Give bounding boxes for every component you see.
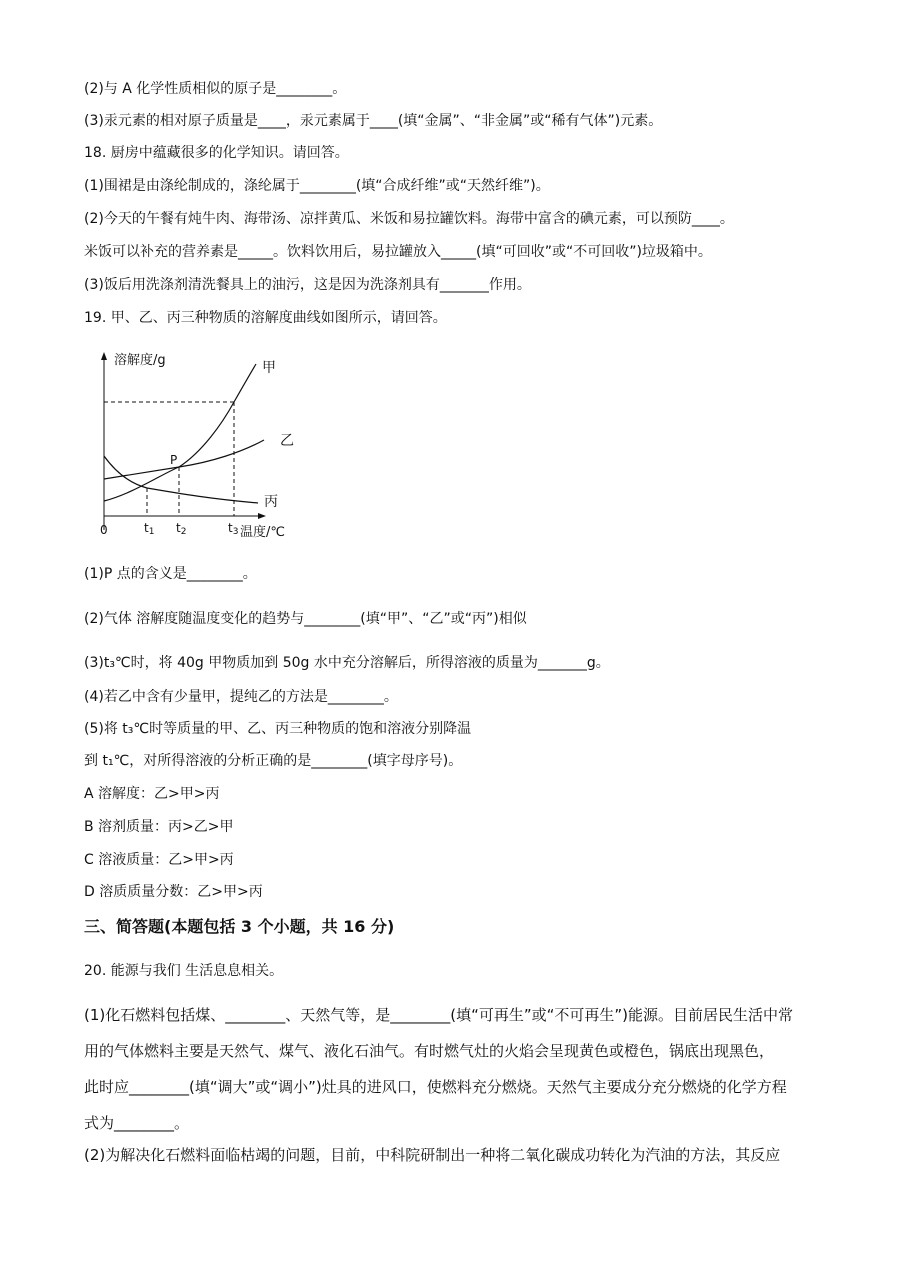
curve-bing bbox=[104, 456, 258, 503]
text-line: (1)围裙是由涤纶制成的，涤纶属于________(填“合成纤维”或“天然纤维”)。 bbox=[84, 178, 550, 194]
text-line: (3)饭后用洗涤剂清洗餐具上的油污，这是因为洗涤剂具有_______作用。 bbox=[84, 277, 531, 293]
curve-label-bing: 丙 bbox=[264, 494, 278, 510]
text-line: (2)为解决化石燃料面临枯竭的问题，目前，中科院研制出一种将二氧化碳成功转化为汽油的方法，其反应 bbox=[84, 1146, 781, 1164]
curve-label-yi: 乙 bbox=[280, 433, 294, 449]
curve-label-jia: 甲 bbox=[262, 360, 276, 376]
text-line: (3)t₃℃时，将 40g 甲物质加到 50g 水中充分溶解后，所得溶液的质量为_______g。 bbox=[84, 655, 610, 671]
curve-yi bbox=[104, 440, 264, 479]
text-line: 米饭可以补充的营养素是_____。饮料饮用后，易拉罐放入_____(填“可回收”或“不可回收”)垃圾箱中。 bbox=[84, 244, 712, 260]
origin-label: 0 bbox=[100, 523, 108, 537]
text-line: 用的气体燃料主要是天然气、煤气、液化石油气。有时燃气灶的火焰会呈现黄色或橙色，锅底出现黑色， bbox=[84, 1042, 775, 1060]
text-line: D 溶质质量分数：乙>甲>丙 bbox=[84, 884, 263, 900]
text-line: (1)化石燃料包括煤、________、天然气等，是________(填“可再生”或“不可再生”)能源。目前居民生活中常 bbox=[84, 1006, 794, 1024]
tick-t1: t1 bbox=[144, 521, 155, 537]
text-line: A 溶解度：乙>甲>丙 bbox=[84, 786, 220, 802]
text-line: 19. 甲、乙、丙三种物质的溶解度曲线如图所示，请回答。 bbox=[84, 310, 447, 326]
text-line: (1)P 点的含义是________。 bbox=[84, 566, 257, 582]
text-line: 式为________。 bbox=[84, 1114, 190, 1132]
text-line: 20. 能源与我们 生活息息相关。 bbox=[84, 963, 284, 979]
x-axis-label: 温度/℃ bbox=[240, 525, 285, 540]
x-axis-arrow-icon bbox=[258, 513, 266, 519]
y-axis-arrow-icon bbox=[101, 352, 107, 360]
solubility-curve-figure bbox=[92, 344, 312, 544]
text-line: (2)今天的午餐有炖牛肉、海带汤、凉拌黄瓜、米饭和易拉罐饮料。海带中富含的碘元素，可以预防____。 bbox=[84, 211, 734, 227]
tick-t3: t3 bbox=[228, 521, 239, 537]
text-line: (3)汞元素的相对原子质量是____，汞元素属于____(填“金属”、“非金属”或“稀有气体”)元素。 bbox=[84, 113, 663, 129]
text-line: B 溶剂质量：丙>乙>甲 bbox=[84, 819, 234, 835]
text-line: (2)与 A 化学性质相似的原子是________。 bbox=[84, 81, 347, 97]
section-heading: 三、简答题(本题包括 3 个小题，共 16 分) bbox=[84, 917, 395, 936]
text-line: 到 t₁℃，对所得溶液的分析正确的是________(填字母序号)。 bbox=[84, 753, 463, 769]
text-line: (5)将 t₃℃时等质量的甲、乙、丙三种物质的饱和溶液分别降温 bbox=[84, 721, 472, 737]
text-line: 此时应________(填“调大”或“调小”)灶具的进风口，使燃料充分燃烧。天然气主要成分充分燃烧的化学方程 bbox=[84, 1078, 787, 1096]
point-p-label: P bbox=[170, 453, 178, 467]
curve-jia bbox=[104, 364, 256, 501]
y-axis-label: 溶解度/g bbox=[114, 353, 166, 368]
text-line: 18. 厨房中蕴藏很多的化学知识。请回答。 bbox=[84, 145, 349, 161]
text-line: (2)气体 溶解度随温度变化的趋势与________(填“甲”、“乙”或“丙”)相似 bbox=[84, 611, 527, 627]
text-line: C 溶液质量：乙>甲>丙 bbox=[84, 852, 234, 868]
tick-t2: t2 bbox=[176, 521, 187, 537]
text-line: (4)若乙中含有少量甲，提纯乙的方法是________。 bbox=[84, 689, 398, 705]
